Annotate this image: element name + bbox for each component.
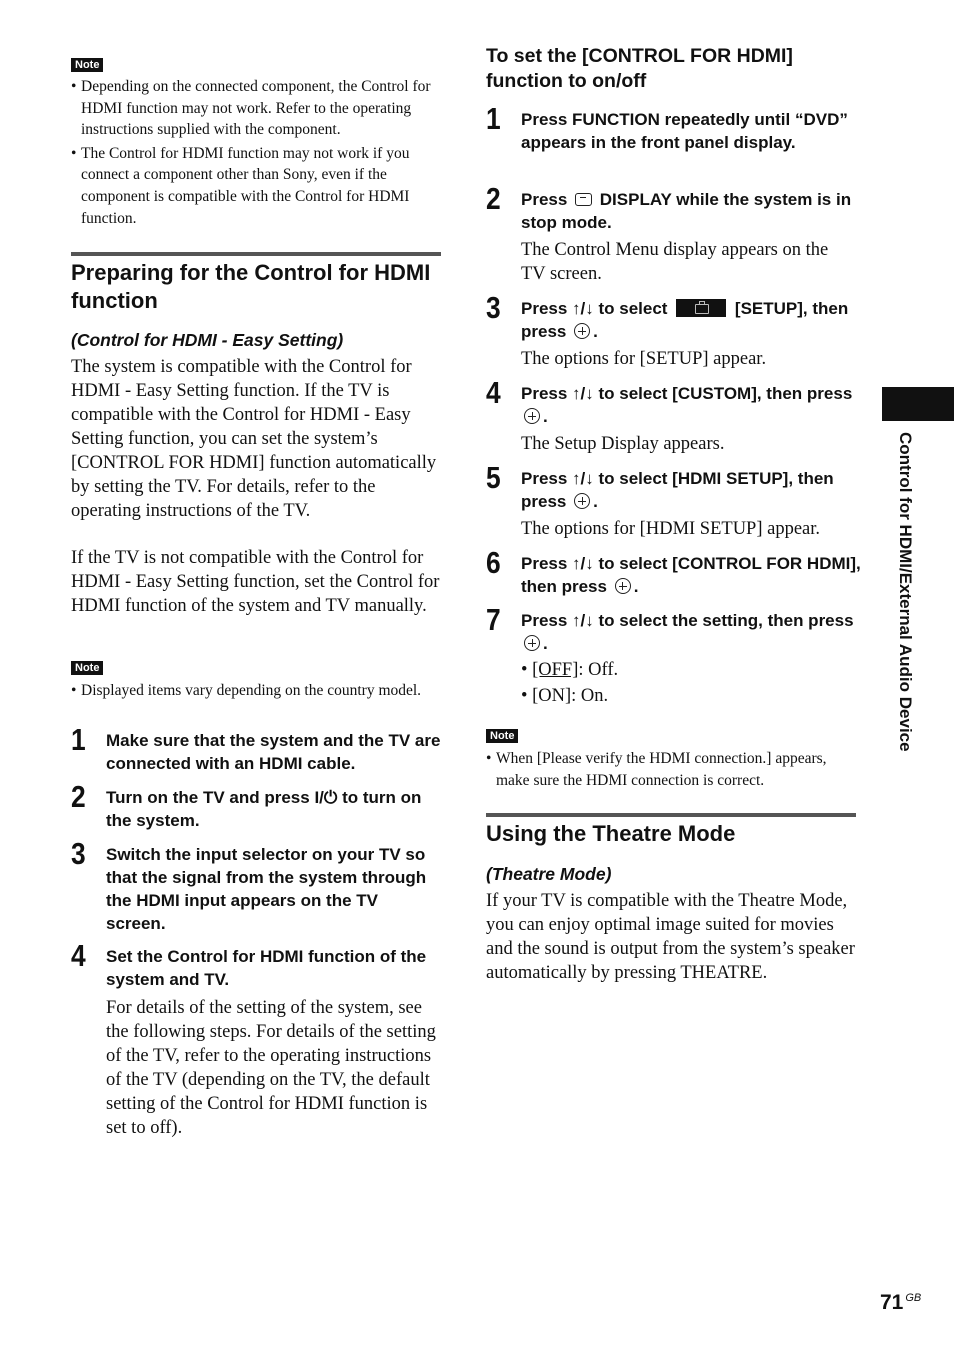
- step-number: 5: [486, 460, 501, 495]
- step-number: 1: [71, 722, 86, 757]
- section-subtitle: (Control for HDMI - Easy Setting): [71, 330, 344, 350]
- note-item: • The Control for HDMI function may not work if you connect a component other than Sony, even if the component is compatible with the Control for HDMI function.: [71, 143, 441, 229]
- step-text: Press DISPLAY while the system is in stop mode.: [521, 190, 852, 232]
- option-off: • [OFF]: Off.: [521, 660, 619, 680]
- option-on: • [ON]: On.: [521, 686, 609, 706]
- step-7: [486, 602, 861, 708]
- step-text: Press FUNCTION repeatedly until “DVD” appears in the front panel display.: [521, 110, 848, 152]
- note-label: Note: [71, 661, 103, 675]
- step-number: 3: [71, 836, 86, 871]
- step-text: Make sure that the system and the TV are connected with an HDMI cable.: [106, 731, 441, 773]
- note-block: [486, 726, 856, 791]
- section-rule: [486, 813, 856, 817]
- step-text: Press ↑/↓ to select [CUSTOM], then press .: [521, 384, 853, 426]
- step-number: 4: [71, 938, 86, 973]
- step-text: Turn on the TV and press I/⏻ to turn on the system.: [106, 788, 422, 830]
- enter-button-icon: [524, 408, 540, 424]
- theatre-paragraph: If your TV is compatible with the Theatre Mode, you can enjoy optimal image suited for movies and the sound is output from the system’s speaker automatically by pressing THEATRE.: [486, 891, 855, 983]
- page-number: 71 $^{GB}$: [880, 1291, 922, 1314]
- note-label: Note: [486, 729, 518, 743]
- note-list: [486, 748, 856, 791]
- step-description: The options for [SETUP] appear.: [521, 349, 767, 369]
- step-2: [486, 181, 856, 286]
- step-number: 4: [486, 375, 501, 410]
- note-label: Note: [71, 58, 103, 72]
- step-description: The Control Menu display appears on the TV screen.: [521, 240, 829, 284]
- chapter-tab-marker: [882, 387, 954, 421]
- note-list: [71, 76, 441, 229]
- note-item: • Depending on the connected component, the Control for HDMI function may not work. Refer to the operating instructions supplied with the component.: [71, 76, 441, 141]
- enter-button-icon: [615, 578, 631, 594]
- display-button-icon: [575, 193, 592, 206]
- step-text: Press ↑/↓ to select [SETUP], then press .: [521, 299, 849, 341]
- step-text: Switch the input selector on your TV so that the signal from the system through the HDMI input appears on the TV screen.: [106, 845, 427, 933]
- step-number: 7: [486, 602, 501, 637]
- step-number: 1: [486, 101, 501, 136]
- enter-button-icon: [574, 493, 590, 509]
- note-block: [71, 658, 441, 702]
- step-number: 3: [486, 290, 501, 325]
- step-1: [71, 722, 441, 775]
- procedure-heading: To set the [CONTROL FOR HDMI] function to on/off: [486, 45, 793, 92]
- note-item: • Displayed items vary depending on the country model.: [71, 680, 441, 702]
- power-icon: I/⏻: [314, 788, 338, 807]
- step-description: For details of the setting of the system, see the following steps. For details of the setting of the TV, refer to the operating instructions of the TV (depending on the TV, the default setting of the Control for HDMI function is set to off).: [106, 998, 436, 1138]
- section-title: Using the Theatre Mode: [486, 821, 736, 846]
- enter-button-icon: [574, 323, 590, 339]
- step-4: [71, 938, 441, 1140]
- step-text: Press ↑/↓ to select [CONTROL FOR HDMI], then press .: [521, 554, 861, 596]
- step-text: Set the Control for HDMI function of the system and TV.: [106, 947, 427, 989]
- step-text: Press ↑/↓ to select the setting, then press .: [521, 611, 854, 653]
- step-number: 2: [486, 181, 501, 216]
- step-4: [486, 375, 861, 456]
- enter-button-icon: [524, 635, 540, 651]
- step-text: Press ↑/↓ to select [HDMI SETUP], then press .: [521, 469, 834, 511]
- chapter-side-label: Control for HDMI/External Audio Device: [896, 432, 915, 752]
- step-2: [71, 779, 441, 832]
- intro-paragraph: The system is compatible with the Control for HDMI - Easy Setting function. If the TV is compatible with the Control for HDMI - Easy Setting function, you can set the system’s [CONTROL FOR HDMI] function automatically by setting the TV. For details, refer to the operating instructions of the TV.: [71, 357, 437, 521]
- note-item: • When [Please verify the HDMI connection.] appears, make sure the HDMI connection is correct.: [486, 748, 856, 791]
- step-number: 2: [71, 779, 86, 814]
- step-3: [71, 836, 441, 935]
- page-suffix: GB: [905, 1292, 922, 1304]
- step-number: 6: [486, 545, 501, 580]
- manual-paragraph: If the TV is not compatible with the Control for HDMI - Easy Setting function, set the Control for HDMI function of the system and TV manually.: [71, 548, 440, 616]
- step-3: [486, 290, 861, 371]
- note-list: [71, 680, 441, 702]
- setup-toolbox-icon: [676, 299, 726, 317]
- step-5: [486, 460, 861, 541]
- section-title: Preparing for the Control for HDMI function: [71, 260, 431, 313]
- step-6: [486, 545, 861, 598]
- section-rule: [71, 252, 441, 256]
- section-subtitle: (Theatre Mode): [486, 864, 612, 884]
- step-description: The options for [HDMI SETUP] appear.: [521, 519, 821, 539]
- step-1: [486, 101, 856, 154]
- step-description: The Setup Display appears.: [521, 434, 725, 454]
- note-block: [71, 55, 441, 229]
